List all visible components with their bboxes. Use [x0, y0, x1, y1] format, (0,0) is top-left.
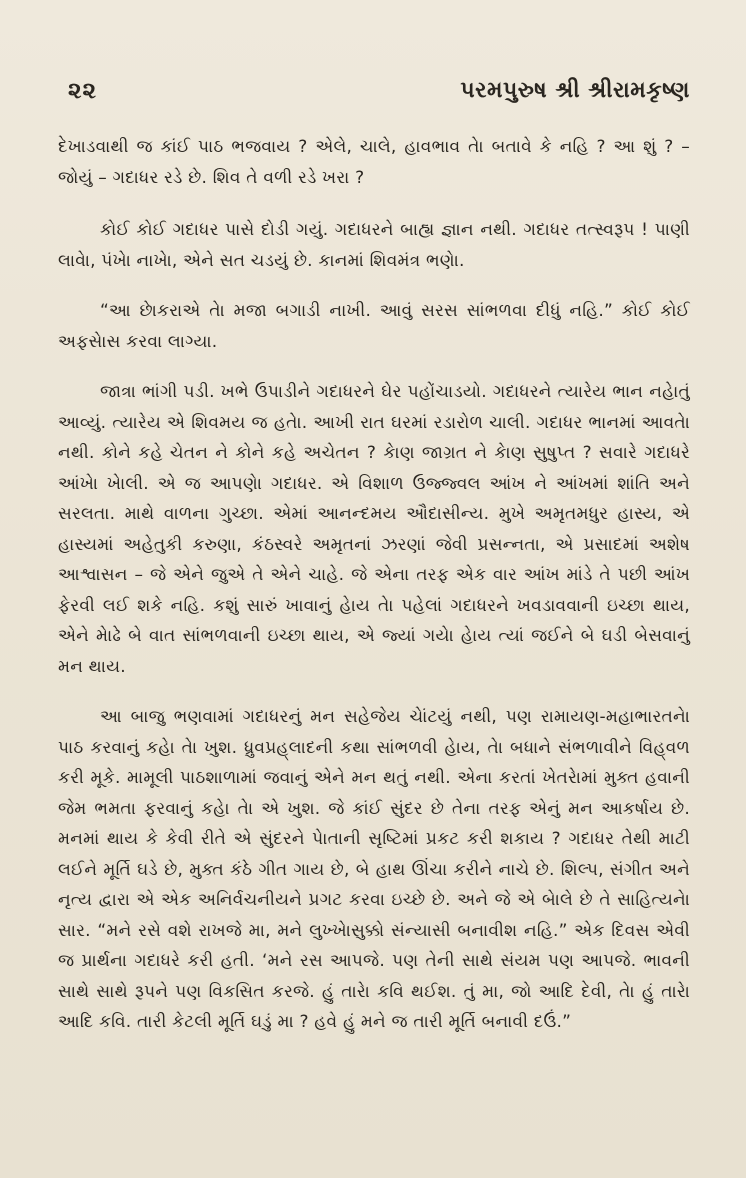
paragraph-3: “આ છેાકરાએ તેા મજા બગાડી નાખી. આવું સરસ સાંભળવા દીધું નહિ.” કોઈ કોઈ અફસેાસ કરવા લાગ્યા.	[58, 301, 690, 352]
paragraph-2: કોઈ કોઈ ગદાધર પાસે દોડી ગયું. ગદાધરને બાહ્ય જ્ઞાન નથી. ગદાધર તત્સ્વરૂપ ! પાણી લાવેા, પંખેા નાખેા, એને સત ચડયું છે. કાનમાં શિવમંત્ર ભણેા.	[58, 220, 690, 271]
paragraph-4: જાત્રા ભાંગી પડી. ખભે ઉપાડીને ગદાધરને ઘેર પહોંચાડયો. ગદાધરને ત્યારેય ભાન નહેાતું આવ્યું. ત્યારેય એ શિવમય જ હતેા. આખી રાત ઘરમાં રડારોળ ચાલી. ગદાધર ભાનમાં આવતેા નથી. કોને કહે ચેતન ને કોને કહે અચેતન ? કેાણ જાગ્રત ને કેાણ સુષુપ્ત ? સવારે ગદાધરે આંખેા ખેાલી. એ જ આપણેા ગદાધર. એ વિશાળ ઉજ્જ્વલ આંખ ને આંખમાં શાંતિ અને સરલતા. માથે વાળના ગુચ્છા. એમાં આનન્દમય ઔદાસીન્ય. મુખે અમૃતમધુર હાસ્ય, એ હાસ્યમાં અહેતુકી કરુણા, કંઠસ્વરે અમૃતનાં ઝરણાં જેવી પ્રસન્નતા, એ પ્રસાદમાં અશેષ આશ્વાસન – જે એને જુએ તે એને ચાહે. જે એના તરફ એક વાર આંખ માંડે તે પછી આંખ ફેરવી લઈ શકે નહિ. કશું સારું ખાવાનું હેાય તેા પહેલાં ગદાધરને ખવડાવવાની ઇચ્છા થાય, એને મેાઢે બે વાત સાંભળવાની ઇચ્છા થાય, એ જ્યાં ગયેા હેાય ત્યાં જઈને બે ઘડી બેસવાનું મન થાય.	[58, 382, 690, 677]
running-head: પરમપુરુષ શ્રી શ્રીરામકૃષ્ણ	[460, 78, 690, 103]
paragraph-1: દેખાડવાથી જ કાંઈ પાઠ ભજવાય ? એલે, ચાલે, હાવભાવ તેા બતાવે કે નહિ ? આ શું ? – જોયું – ગદાધર રડે છે. શિવ તે વળી રડે ખરા ?	[58, 137, 690, 188]
page-header	[58, 78, 690, 118]
page-number: ૨૨	[68, 78, 98, 104]
paragraph-5: આ બાજુ ભણવામાં ગદાધરનું મન સહેજેય ચેાંટયું નથી, પણ રામાયણ-મહાભારતનેા પાઠ કરવાનું કહેા તેા ખુશ. ધ્રુવપ્રહ્‌લાદની કથા સાંભળવી હેાય, તેા બધાને સંભળાવીને વિહ્‌વળ કરી મૂકે. મામૂલી પાઠશાળામાં જવાનું એને મન થતું નથી. એના કરતાં ખેતરેામાં મુક્ત હવાની જેમ ભમતા ફરવાનું કહેા તેા એ ખુશ. જે કાંઈ સુંદર છે તેના તરફ એનું મન આકર્ષાય છે. મનમાં થાય કે કેવી રીતે એ સુંદરને પેાતાની સૃષ્ટિમાં પ્રકટ કરી શકાય ? ગદાધર તેથી માટી લઈને મૂર્તિ ઘડે છે, મુક્ત કંઠે ગીત ગાય છે, બે હાથ ઊંચા કરીને નાચે છે. શિલ્પ, સંગીત અને નૃત્ય દ્વારા એ એક અનિર્વચનીયને પ્રગટ કરવા ઇચ્છે છે. અને જે એ બેાલે છે તે સાહિત્યનેા સાર. “મને રસે વશે રાખજે મા, મને લુખ્ખેાસુક્કો સંન્યાસી બનાવીશ નહિ.” એક દિવસ એવી જ પ્રાર્થના ગદાધરે કરી હતી. ‘મને રસ આપજે. પણ તેની સાથે સંયમ પણ આપજે. ભાવની સાથે સાથે રૂપને પણ વિકસિત કરજે. હું તારેા કવિ થઈશ. તું મા, જો આદિ દેવી, તેા હું તારેા આદિ કવિ. તારી કેટલી મૂર્તિ ઘડું મા ? હવે હું મને જ તારી મૂર્તિ બનાવી દઉં.”	[58, 707, 690, 1032]
body-text	[58, 132, 690, 1038]
